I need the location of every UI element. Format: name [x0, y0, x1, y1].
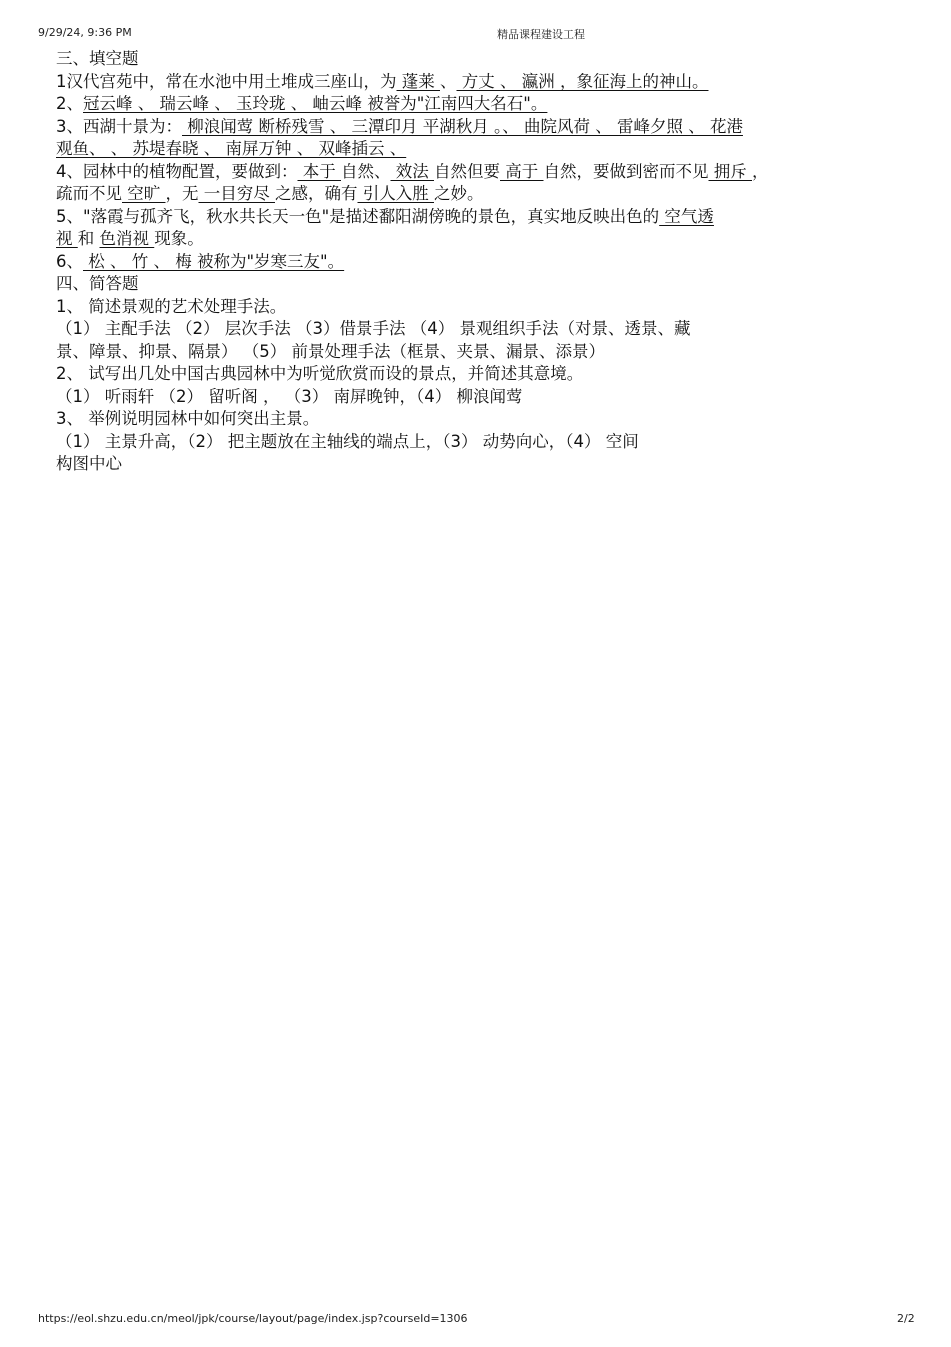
- q4-answer-1: 本于: [297, 161, 341, 181]
- print-url: https://eol.shzu.edu.cn/meol/jpk/course/layout/page/index.jsp?courseId=1306: [38, 1312, 468, 1325]
- q3-answer-line-1: 柳浪闻莺 断桥残雪 、 三潭印月 平湖秋月 。、 曲院风荷 、 雷峰夕照 、 花港: [182, 116, 743, 136]
- sa-question-2-title: 2、 试写出几处中国古典园林中为听觉欣赏而设的景点，并简述其意境。: [56, 364, 584, 383]
- q3-answer-line-2: 观鱼、 、 苏堤春晓 、 南屏万钟 、 双峰插云 、: [56, 139, 407, 158]
- q5-answer-1-cont: 视: [56, 229, 78, 248]
- sa-answer-3-line-1: （1） 主景升高，（2） 把主题放在主轴线的端点上，（3） 动势向心，（4） 空间: [56, 431, 639, 451]
- q2-prefix: 2、: [56, 94, 83, 113]
- q5-text-2: 和: [77, 229, 100, 248]
- q5-answer-1: 空气透: [659, 206, 714, 226]
- print-datetime: 9/29/24, 9:36 PM: [38, 26, 132, 39]
- q3-prefix: 3、西湖十景为：: [56, 116, 182, 136]
- sa-answer-1-line-1: （1） 主配手法 （2） 层次手法 （3）借景手法 （4） 景观组织手法（对景、透景、藏: [56, 319, 691, 338]
- q4-answer-6: 一目穷尽: [198, 184, 275, 203]
- page-number: 2/2: [897, 1312, 915, 1325]
- q4-text-2: 自然、: [341, 161, 391, 181]
- q6-prefix: 6、: [56, 251, 83, 271]
- q4-text-7: ，无: [165, 184, 199, 203]
- question-3-line-2: [56, 138, 896, 161]
- document-body: [56, 48, 896, 476]
- question-1: [56, 71, 896, 94]
- question-6: [56, 251, 896, 274]
- question-5-line-1: [56, 206, 896, 229]
- q4-text-5: ，: [752, 161, 769, 181]
- sa-question-3-title: 3、 举例说明园林中如何突出主景。: [56, 409, 320, 428]
- q4-answer-7: 引人入胜: [357, 184, 434, 203]
- q4-answer-3: 高于: [500, 161, 544, 181]
- q5-text-1: 5、"落霞与孤齐飞，秋水共长天一色"是描述鄱阳湖傍晚的景色，真实地反映出色的: [56, 206, 660, 226]
- q5-answer-2: 色消视: [99, 229, 155, 248]
- q5-text-3: 现象。: [154, 229, 204, 248]
- q1-answer-1: 蓬莱: [396, 71, 440, 91]
- q1-sep: 、: [440, 71, 457, 91]
- sa-answer-2-line-1: （1） 听雨轩 （2） 留听阁 ， （3） 南屏晚钟，（4） 柳浪闻莺: [56, 386, 523, 406]
- q4-text-3: 自然但要: [434, 161, 500, 181]
- question-4-line-2: [56, 183, 896, 206]
- q2-answer: 冠云峰 、 瑞云峰 、 玉玲珑 、 岫云峰 被誉为"江南四大名石"。: [83, 94, 548, 113]
- sa-answer-3-line-2: 构图中心: [56, 454, 122, 473]
- q1-answer-2: 方丈 、 瀛洲 ，象征海上的神山。: [456, 71, 709, 91]
- q4-text-6: 疏而不见: [56, 184, 122, 203]
- sa-answer-1-line-2: 景、障景、抑景、隔景） （5） 前景处理手法（框景、夹景、漏景、添景）: [56, 341, 605, 361]
- q4-answer-5: 空旷: [122, 184, 166, 203]
- sa-question-1-title: 1、 简述景观的艺术处理手法。: [56, 296, 287, 316]
- section-heading-fill-blank: 三、填空题: [56, 49, 139, 68]
- question-4-line-1: [56, 161, 896, 184]
- q4-answer-2: 效法: [390, 161, 434, 181]
- q1-prefix: 1汉代宫苑中，常在水池中用土堆成三座山，为: [56, 71, 397, 91]
- question-5-line-2: [56, 228, 896, 251]
- section-heading-short-answer: 四、简答题: [56, 274, 139, 293]
- q6-answer: 松 、 竹 、 梅 被称为"岁寒三友"。: [83, 251, 345, 271]
- q4-text-8: 之感，确有: [275, 184, 358, 203]
- q4-text-1: 4、园林中的植物配置，要做到：: [56, 161, 298, 181]
- q4-text-4: 自然，要做到密而不见: [543, 161, 709, 181]
- question-3-line-1: [56, 116, 896, 139]
- q4-answer-4: 拥斥: [708, 161, 752, 181]
- print-page-title: 精品课程建设工程: [497, 28, 585, 41]
- q4-text-9: 之妙。: [434, 184, 484, 203]
- question-2: [56, 93, 896, 116]
